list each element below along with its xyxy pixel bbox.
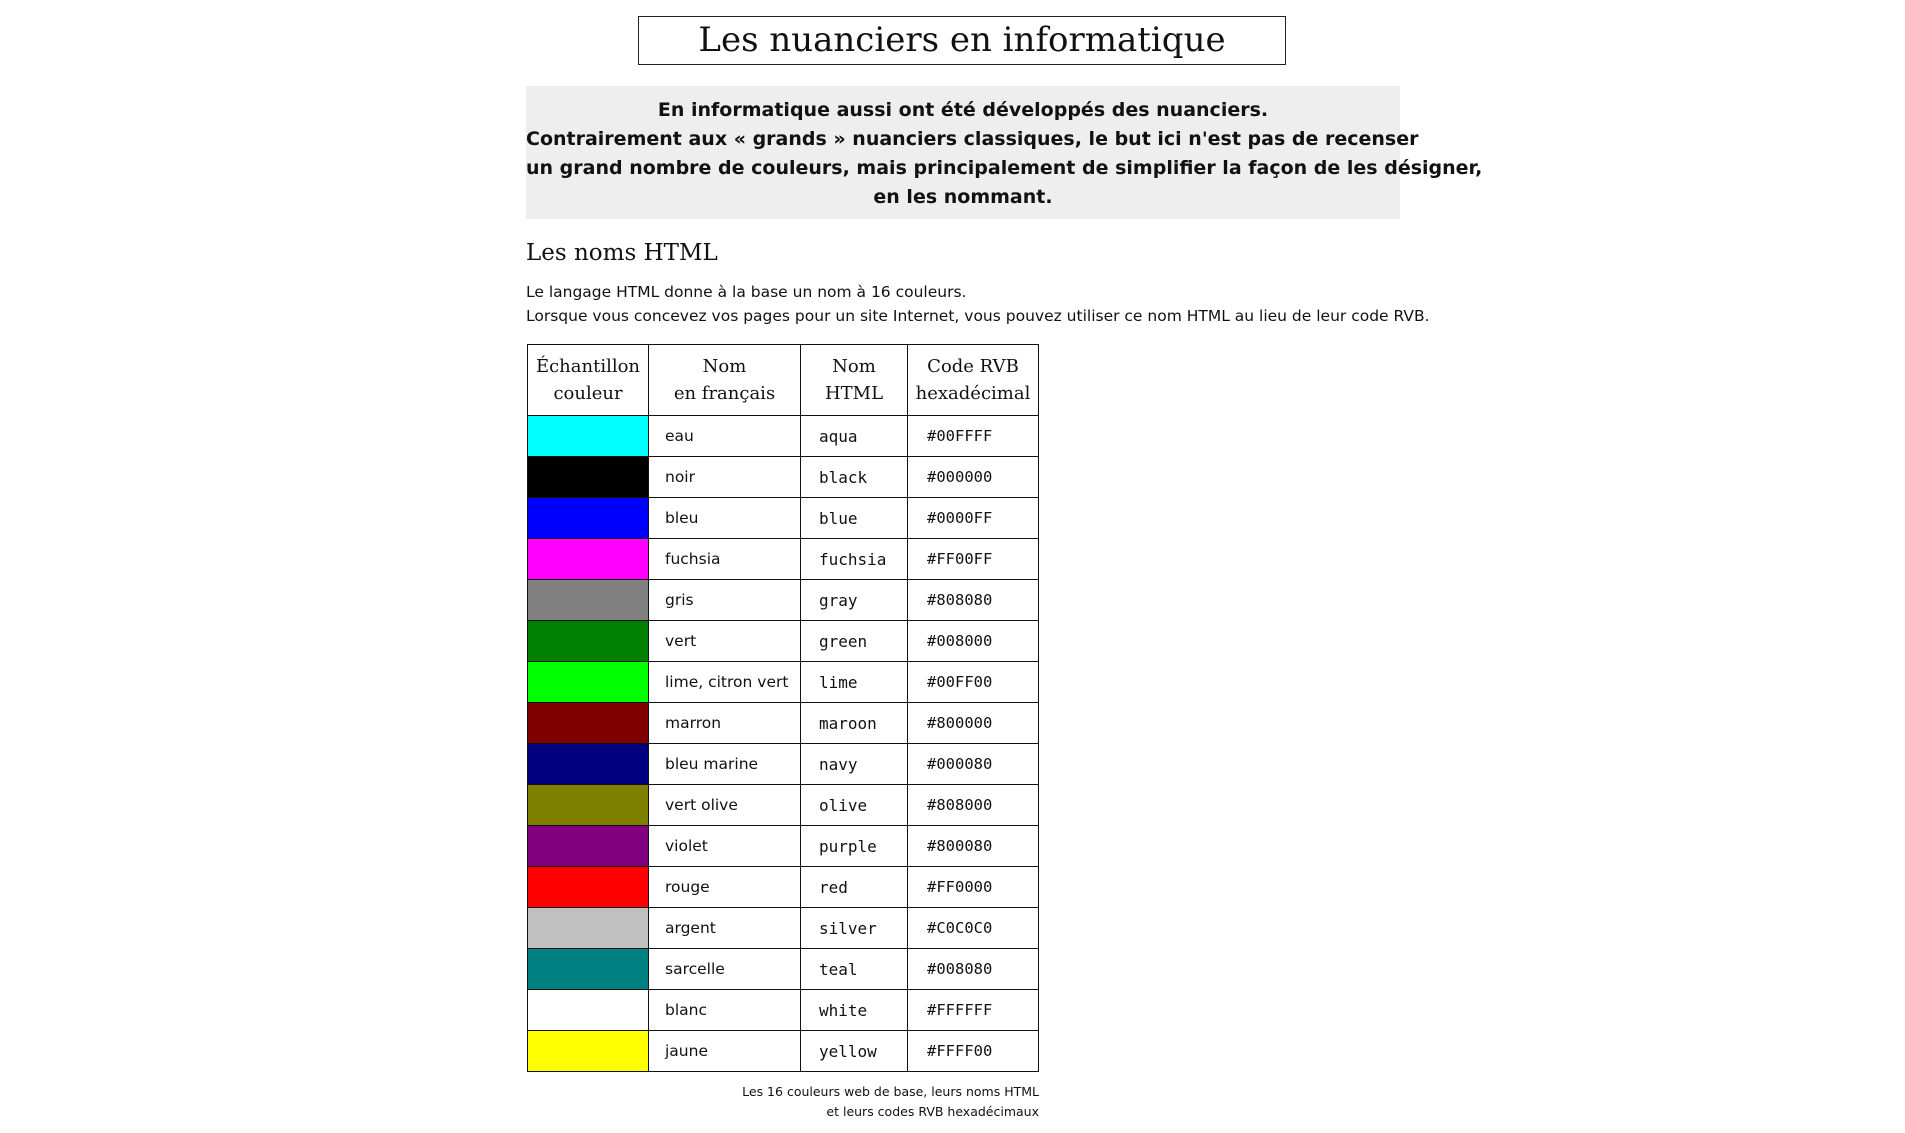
html-name-cell: silver <box>801 908 908 949</box>
header-line: Code RVB <box>927 356 1019 377</box>
hex-code-cell: #808000 <box>908 785 1039 826</box>
header-name-html <box>801 345 908 416</box>
header-line: Nom <box>702 356 747 377</box>
html-name-cell: gray <box>801 580 908 621</box>
french-name-cell: fuchsia <box>649 539 801 580</box>
paragraph-line: Le langage HTML donne à la base un nom à 16 couleurs. <box>526 283 967 301</box>
html-name-cell: white <box>801 990 908 1031</box>
hex-code-cell: #FFFF00 <box>908 1031 1039 1072</box>
table-row <box>528 990 1039 1031</box>
color-swatch <box>528 785 649 826</box>
html-name-cell: yellow <box>801 1031 908 1072</box>
table-row <box>528 498 1039 539</box>
html-name-cell: fuchsia <box>801 539 908 580</box>
hex-code-cell: #800000 <box>908 703 1039 744</box>
header-line: hexadécimal <box>915 383 1031 404</box>
french-name-cell: marron <box>649 703 801 744</box>
hex-code-cell: #FF00FF <box>908 539 1039 580</box>
header-line: couleur <box>553 383 623 404</box>
table-caption <box>700 1082 1039 1122</box>
hex-code-cell: #FF0000 <box>908 867 1039 908</box>
french-name-cell: sarcelle <box>649 949 801 990</box>
table-row <box>528 949 1039 990</box>
section-paragraph <box>526 280 1430 328</box>
color-swatch <box>528 867 649 908</box>
table-row <box>528 457 1039 498</box>
french-name-cell: violet <box>649 826 801 867</box>
table-header-row <box>528 345 1039 416</box>
intro-line: en les nommant. <box>873 186 1053 208</box>
table-row <box>528 1031 1039 1072</box>
color-swatch <box>528 908 649 949</box>
header-line: Échantillon <box>535 356 641 377</box>
table-row <box>528 621 1039 662</box>
intro-line: un grand nombre de couleurs, mais principalement de simplifier la façon de les désigner, <box>526 157 1483 179</box>
hex-code-cell: #FFFFFF <box>908 990 1039 1031</box>
html-name-cell: purple <box>801 826 908 867</box>
french-name-cell: vert <box>649 621 801 662</box>
hex-code-cell: #C0C0C0 <box>908 908 1039 949</box>
color-swatch <box>528 744 649 785</box>
html-name-cell: aqua <box>801 416 908 457</box>
table-row <box>528 662 1039 703</box>
french-name-cell: lime, citron vert <box>649 662 801 703</box>
french-name-cell: blanc <box>649 990 801 1031</box>
color-swatch <box>528 416 649 457</box>
french-name-cell: bleu <box>649 498 801 539</box>
html-name-cell: maroon <box>801 703 908 744</box>
table-row <box>528 416 1039 457</box>
hex-code-cell: #000000 <box>908 457 1039 498</box>
hex-code-cell: #800080 <box>908 826 1039 867</box>
header-hex-code <box>908 345 1039 416</box>
html-name-cell: teal <box>801 949 908 990</box>
french-name-cell: gris <box>649 580 801 621</box>
html-name-cell: red <box>801 867 908 908</box>
hex-code-cell: #0000FF <box>908 498 1039 539</box>
page-title: Les nuanciers en informatique <box>638 16 1286 65</box>
intro-line: Contrairement aux « grands » nuanciers classiques, le but ici n'est pas de recenser <box>526 128 1419 150</box>
color-swatch <box>528 457 649 498</box>
html-name-cell: blue <box>801 498 908 539</box>
table-body <box>528 416 1039 1072</box>
french-name-cell: rouge <box>649 867 801 908</box>
french-name-cell: argent <box>649 908 801 949</box>
header-sample <box>528 345 649 416</box>
color-swatch <box>528 580 649 621</box>
intro-line: En informatique aussi ont été développés des nuanciers. <box>657 99 1269 121</box>
french-name-cell: bleu marine <box>649 744 801 785</box>
html-name-cell: olive <box>801 785 908 826</box>
color-swatch <box>528 498 649 539</box>
table-row <box>528 539 1039 580</box>
color-swatch <box>528 703 649 744</box>
hex-code-cell: #008000 <box>908 621 1039 662</box>
caption-line: Les 16 couleurs web de base, leurs noms HTML <box>742 1084 1039 1099</box>
hex-code-cell: #00FFFF <box>908 416 1039 457</box>
html-name-cell: black <box>801 457 908 498</box>
hex-code-cell: #008080 <box>908 949 1039 990</box>
intro-box <box>526 86 1483 219</box>
html-name-cell: navy <box>801 744 908 785</box>
hex-code-cell: #00FF00 <box>908 662 1039 703</box>
header-line: Nom <box>832 356 876 377</box>
table-row <box>528 785 1039 826</box>
french-name-cell: vert olive <box>649 785 801 826</box>
paragraph-line: Lorsque vous concevez vos pages pour un site Internet, vous pouvez utiliser ce nom HTML au lieu de leur code RVB. <box>526 307 1430 325</box>
hex-code-cell: #000080 <box>908 744 1039 785</box>
table-row <box>528 908 1039 949</box>
table-row <box>528 703 1039 744</box>
table-row <box>528 826 1039 867</box>
header-name-fr <box>649 345 801 416</box>
color-table <box>527 344 1039 1072</box>
caption-line: et leurs codes RVB hexadécimaux <box>826 1104 1039 1119</box>
color-swatch <box>528 1031 649 1072</box>
section-heading: Les noms HTML <box>526 240 718 266</box>
french-name-cell: eau <box>649 416 801 457</box>
french-name-cell: jaune <box>649 1031 801 1072</box>
table-row <box>528 580 1039 621</box>
header-line: en français <box>673 383 776 404</box>
html-name-cell: lime <box>801 662 908 703</box>
color-swatch <box>528 826 649 867</box>
french-name-cell: noir <box>649 457 801 498</box>
color-swatch <box>528 539 649 580</box>
header-line: HTML <box>824 383 884 404</box>
color-swatch <box>528 990 649 1031</box>
table-row <box>528 744 1039 785</box>
color-swatch <box>528 949 649 990</box>
color-swatch <box>528 621 649 662</box>
table-row <box>528 867 1039 908</box>
color-swatch <box>528 662 649 703</box>
html-name-cell: green <box>801 621 908 662</box>
hex-code-cell: #808080 <box>908 580 1039 621</box>
